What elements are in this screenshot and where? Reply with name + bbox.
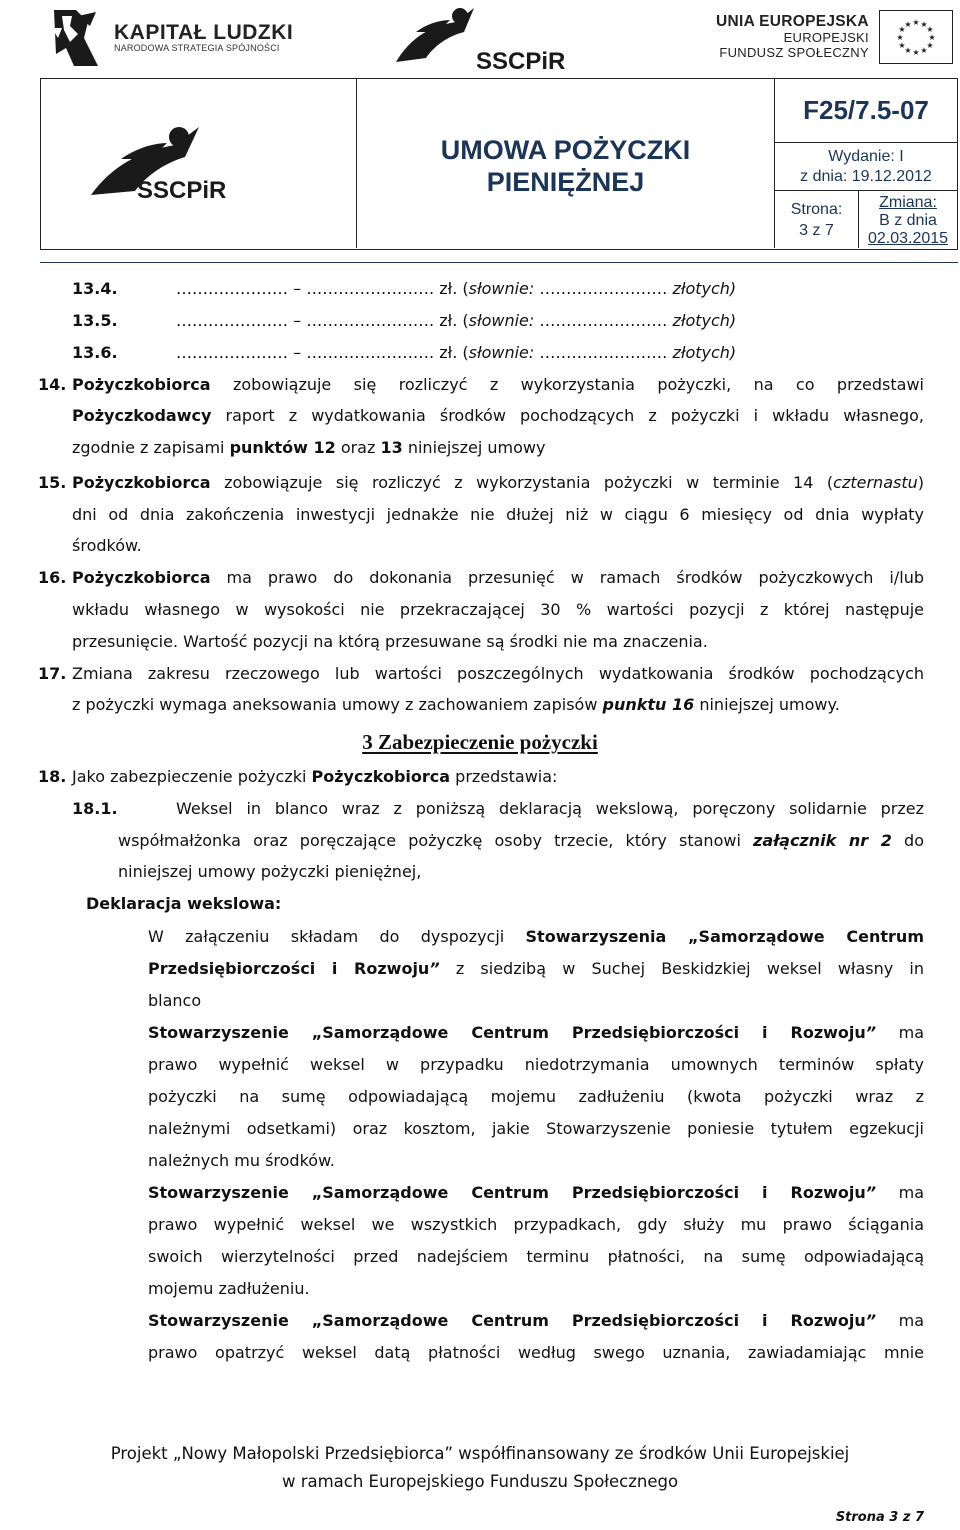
svg-text:★: ★ [896,33,904,42]
kapital-ludzki-logo [48,8,293,68]
item-18-1-line-3: niniejszej umowy pożyczki pieniężnej, [118,862,422,881]
page-footer [0,1440,960,1496]
item-13-6: 13.6. ………………… – …………………… zł. (słownie: …………………… złotych) [72,343,737,362]
item-16-line-3: przesunięcie. Wartość pozycji na którą przesuwane są środki nie ma znaczenia. [72,632,708,651]
footer-fund-line: w ramach Europejskiego Funduszu Społecznego [281,1472,679,1491]
declaration-3-line-2: prawo wypełnić weksel we wszystkich przypadkach, gdy służy mu prawo ściągania [148,1215,924,1234]
declaration-4-line-1: Stowarzyszenie „Samorządowe Centrum Przedsiębiorczości i Rozwoju” ma [148,1311,924,1330]
sscpir-header-logo-text: SSCPiR [137,177,227,204]
sscpir-logo-top [386,2,565,78]
svg-text:★: ★ [920,46,928,55]
item-15-line-1: Pożyczkobiorca zobowiązuje się rozliczyć z wykorzystania pożyczki w terminie 14 (czternastu) [72,473,924,492]
document-title-line-2: PIENIĘŻNEJ [486,166,645,197]
declaration-3-line-4: mojemu zadłużeniu. [148,1279,310,1298]
declaration-1-line-2: Przedsiębiorczości i Rozwoju” z siedzibą w Suchej Beskidzkiej weksel własny in [148,959,924,978]
footer-project-line: Projekt „Nowy Małopolski Przedsiębiorca” współfinansowany ze środków Unii Europejskiej [110,1444,850,1463]
declaration-1-line-3: blanco [148,991,202,1010]
item-15-line-3: środków. [72,536,142,555]
declaration-2-line-2: prawo wypełnić weksel w przypadku niedotrzymania umownych terminów spłaty [148,1055,924,1074]
declaration-3-line-1: Stowarzyszenie „Samorządowe Centrum Przedsiębiorczości i Rozwoju” ma [148,1183,924,1202]
change-date: 02.03.2015 [867,230,949,247]
declaration-label: Deklaracja wekslowa: [86,894,282,913]
sscpir-logo-text: SSCPiR [476,48,566,75]
declaration-2-line-5: należnych mu środków. [148,1151,335,1170]
document-edition [775,143,957,191]
kapital-ludzki-title: KAPITAŁ LUDZKI [114,21,294,45]
declaration-3-line-3: swoich wierzytelności przed nadejściem terminu płatności, na sumę odpowiadającą [148,1247,924,1266]
svg-text:★: ★ [898,41,906,50]
item-16-line-2: wkładu własnego w wysokości nie przekraczającej 30 % wartości pozycji z której następuje [72,600,924,619]
item-14-line-3: zgodnie z zapisami punktów 12 oraz 13 niniejszej umowy [72,438,546,457]
eu-subtitle-1: EUROPEJSKI [783,29,869,45]
item-18-1-line-2: współmałżonka oraz poręczające pożyczkę osoby trzecie, który stanowi załącznik nr 2 do [118,831,924,850]
declaration-2-line-1: Stowarzyszenie „Samorządowe Centrum Przedsiębiorczości i Rozwoju” ma [148,1023,924,1042]
declaration-1-line-1: W załączeniu składam do dyspozycji Stowarzyszenia „Samorządowe Centrum [148,927,924,946]
change-version: B z dnia [879,212,937,229]
header-title-cell [357,79,775,248]
declaration-4-line-2: prawo opatrzyć weksel datą płatności według swego uznania, zawiadamiając mnie [148,1343,924,1362]
eu-logo [716,10,953,64]
item-18-number: 18. [38,767,67,786]
eu-title: UNIA EUROPEJSKA [716,13,869,31]
item-17-number: 17. [38,664,67,683]
header-logo-cell [41,79,357,248]
page-value: 3 z 7 [799,222,834,239]
section-3-heading: 3 Zabezpieczenie pożyczki [362,730,598,754]
item-18-line: Jako zabezpieczenie pożyczki Pożyczkobiorca przedstawia: [72,767,558,786]
item-14-line-2: Pożyczkodawcy raport z wydatkowania środków pochodzących z pożyczki i wkładu własnego, [72,406,924,425]
svg-text:★: ★ [904,20,912,29]
item-14-line-1: Pożyczkobiorca zobowiązuje się rozliczyć z wykorzystania pożyczki, na co przedstawi [72,375,924,394]
declaration-2-line-4: należnymi odsetkami) oraz kosztom, jakie Stowarzyszenie poniesie tytułem egzekucji [148,1119,924,1138]
page-number: Strona 3 z 7 [835,1510,924,1525]
item-17-line-2: z pożyczki wymaga aneksowania umowy z zachowaniem zapisów punktu 16 niniejszej umowy. [72,695,840,714]
eu-flag-icon [879,10,953,64]
declaration-2-line-3: pożyczki na sumę odpowiadającą mojemu zadłużeniu (kwota pożyczki wraz z [148,1087,924,1106]
change-label: Zmiana: [879,194,937,211]
document-change [859,191,957,248]
svg-text:★: ★ [912,18,920,27]
document-header-table [40,78,958,250]
item-18-1-line-1: Weksel in blanco wraz z poniższą deklaracją wekslową, poręczony solidarnie przez [176,799,924,818]
kapital-ludzki-logo-icon [48,8,106,68]
header-divider [40,262,958,263]
item-15-number: 15. [38,473,67,492]
item-16-number: 16. [38,568,67,587]
item-13-5: 13.5. ………………… – …………………… zł. (słownie: …………………… złotych) [72,311,737,330]
svg-text:★: ★ [926,25,934,34]
edition-label: Wydanie: I [828,148,904,165]
svg-text:★: ★ [912,48,920,57]
edition-date: z dnia: 19.12.2012 [800,168,932,185]
svg-text:★: ★ [928,33,936,42]
document-page [775,191,859,248]
svg-text:★: ★ [904,46,912,55]
document-title-line-1: UMOWA POŻYCZKI [440,135,691,166]
page-label: Strona: [790,201,843,218]
item-14-number: 14. [38,375,67,394]
item-15-line-2: dni od dnia zakończenia inwestycji jednakże nie dłużej niż w ciągu 6 miesięcy od dnia wypłaty [72,505,924,524]
header-meta-cell [775,79,957,248]
kapital-ludzki-subtitle: NARODOWA STRATEGIA SPÓJNOŚCI [114,43,280,54]
svg-text:★: ★ [898,25,906,34]
item-13-4: 13.4. ………………… – …………………… zł. (słownie: …………………… złotych) [72,279,737,298]
svg-text:★: ★ [926,41,934,50]
item-16-line-1: Pożyczkobiorca ma prawo do dokonania przesunięć w ramach środków pożyczkowych i/lub [72,568,924,587]
logo-bar [0,0,960,78]
document-code: F25/7.5-07 [775,79,957,143]
eu-subtitle-2: FUNDUSZ SPOŁECZNY [719,44,869,60]
item-17-line-1: Zmiana zakresu rzeczowego lub wartości poszczególnych wydatkowania środków pochodzących [72,664,924,683]
svg-text:★: ★ [920,20,928,29]
item-18-1-number: 18.1. [72,799,118,818]
